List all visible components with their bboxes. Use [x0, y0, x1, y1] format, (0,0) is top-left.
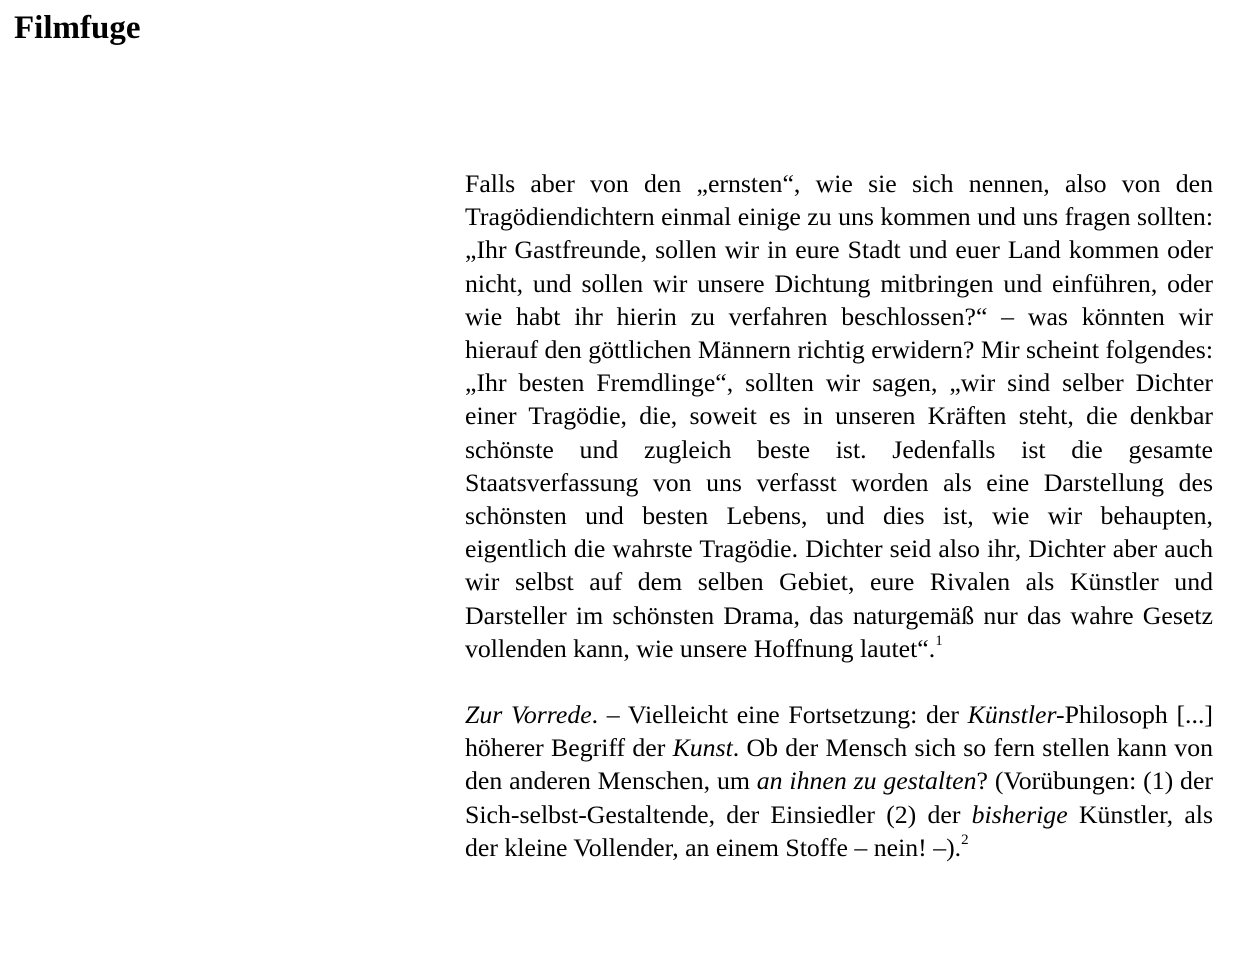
- footnote-marker: 1: [935, 632, 943, 649]
- note-paragraph: [465, 698, 1213, 864]
- note-text: Künstler, als der kleine Vollender, an einem Stoffe – nein! –).: [465, 799, 1213, 862]
- quote-paragraph: [465, 167, 1213, 665]
- note-emphasis: Künstler-: [967, 700, 1065, 730]
- page-title: Filmfuge: [14, 10, 141, 46]
- quote-text: Falls aber von den „ernsten“, wie sie sich nennen, also von den Tragödiendichtern einmal einige zu uns kommen und uns fragen sollten: „Ihr Gastfreunde, sollen wir in eure Stadt und euer Land kommen oder nicht, und sollen wir unsere Dichtung mitbringen und einführen, oder wie habt ihr hierin zu verfahren beschlossen?“ – was könnten wir hierauf den göttlichen Männern richtig erwidern? Mir scheint folgendes: „Ihr besten Fremdlinge“, sollten wir sagen, „wir sind selber Dichter einer Tragödie, die, soweit es in unseren Kräften steht, die denkbar schönste und zugleich beste ist. Jedenfalls ist die gesamte Staatsverfassung von uns verfasst worden als eine Darstellung des schönsten und besten Lebens, und dies ist, wie wir behaupten, eigentlich die wahrste Tragödie. Dichter seid also ihr, Dichter aber auch wir selbst auf dem selben Gebiet, eure Rivalen als Künstler und Darsteller im schönsten Drama, das naturgemäß nur das wahre Gesetz vollenden kann, wie unsere Hoffnung lautet“.: [465, 169, 1213, 663]
- note-heading: Zur Vorrede: [465, 700, 592, 730]
- note-text: Philosoph [...] höherer Begriff der: [465, 700, 1213, 763]
- main-text: [465, 167, 1213, 864]
- note-emphasis: bisherige: [971, 799, 1068, 829]
- note-emphasis: Kunst: [672, 733, 733, 763]
- note-text: . – Vielleicht eine Fortsetzung: der: [591, 700, 968, 730]
- note-text: . Ob der Mensch sich so fern stellen kann von den anderen Menschen, um: [465, 733, 1213, 796]
- note-text: ? (Vorübungen: (1) der Sich-selbst-Gestaltende, der Einsiedler (2) der: [465, 766, 1213, 829]
- footnote-marker: 2: [961, 831, 969, 848]
- note-emphasis: an ihnen zu gestalten: [756, 766, 977, 796]
